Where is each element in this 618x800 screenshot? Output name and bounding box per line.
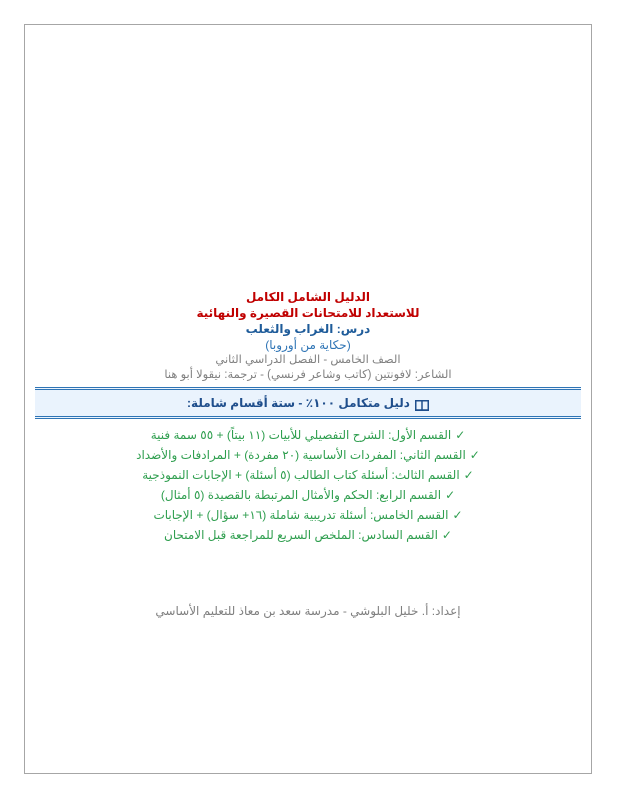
guide-banner xyxy=(35,387,581,419)
list-item xyxy=(25,425,591,445)
author-credit: إعداد: أ. خليل البلوشي - مدرسة سعد بن معاذ للتعليم الأساسي xyxy=(155,604,461,618)
list-item xyxy=(25,485,591,505)
document-page xyxy=(24,24,592,774)
banner-text: دليل متكامل ١٠٠٪ - ستة أقسام شاملة: xyxy=(187,396,410,410)
document-content xyxy=(25,289,591,619)
grade-info: الصف الخامس - الفصل الدراسي الثاني xyxy=(215,354,401,366)
check-icon: ✓ xyxy=(455,428,466,442)
check-icon: ✓ xyxy=(463,468,474,482)
lesson-title: درس: الغراب والثعلب xyxy=(245,322,371,336)
section-label: القسم الثالث: أسئلة كتاب الطالب (٥ أسئلة) + الإجابات النموذجية xyxy=(142,468,460,482)
sections-list xyxy=(25,425,591,545)
section-label: القسم الثاني: المفردات الأساسية (٢٠ مفردة) + المرادفات والأضداد xyxy=(136,448,466,462)
lesson-subtitle: (حكاية من أوروبا) xyxy=(265,338,351,352)
title-line-2: للاستعداد للامتحانات القصيرة والنهائية xyxy=(196,306,420,320)
list-item xyxy=(25,505,591,525)
check-icon: ✓ xyxy=(469,448,480,462)
check-icon: ✓ xyxy=(445,488,456,502)
title-line-1: الدليل الشامل الكامل xyxy=(245,290,371,304)
list-item xyxy=(25,445,591,465)
list-item xyxy=(25,525,591,545)
section-label: القسم الرابع: الحكم والأمثال المرتبطة بالقصيدة (٥ أمثال) xyxy=(160,488,442,502)
poet-info: الشاعر: لافونتين (كاتب وشاعر فرنسي) - ترجمة: نيقولا أبو هنا xyxy=(164,369,452,381)
section-label: القسم الأول: الشرح التفصيلي للأبيات (١١ بيتاً) + ٥٥ سمة فنية xyxy=(150,428,452,442)
check-icon: ✓ xyxy=(441,528,452,542)
check-icon: ✓ xyxy=(452,508,463,522)
book-icon xyxy=(415,398,429,409)
section-label: القسم الخامس: أسئلة تدريبية شاملة (١٦+ سؤال) + الإجابات xyxy=(153,508,449,522)
list-item xyxy=(25,465,591,485)
section-label: القسم السادس: الملخص السريع للمراجعة قبل الامتحان xyxy=(164,528,438,542)
